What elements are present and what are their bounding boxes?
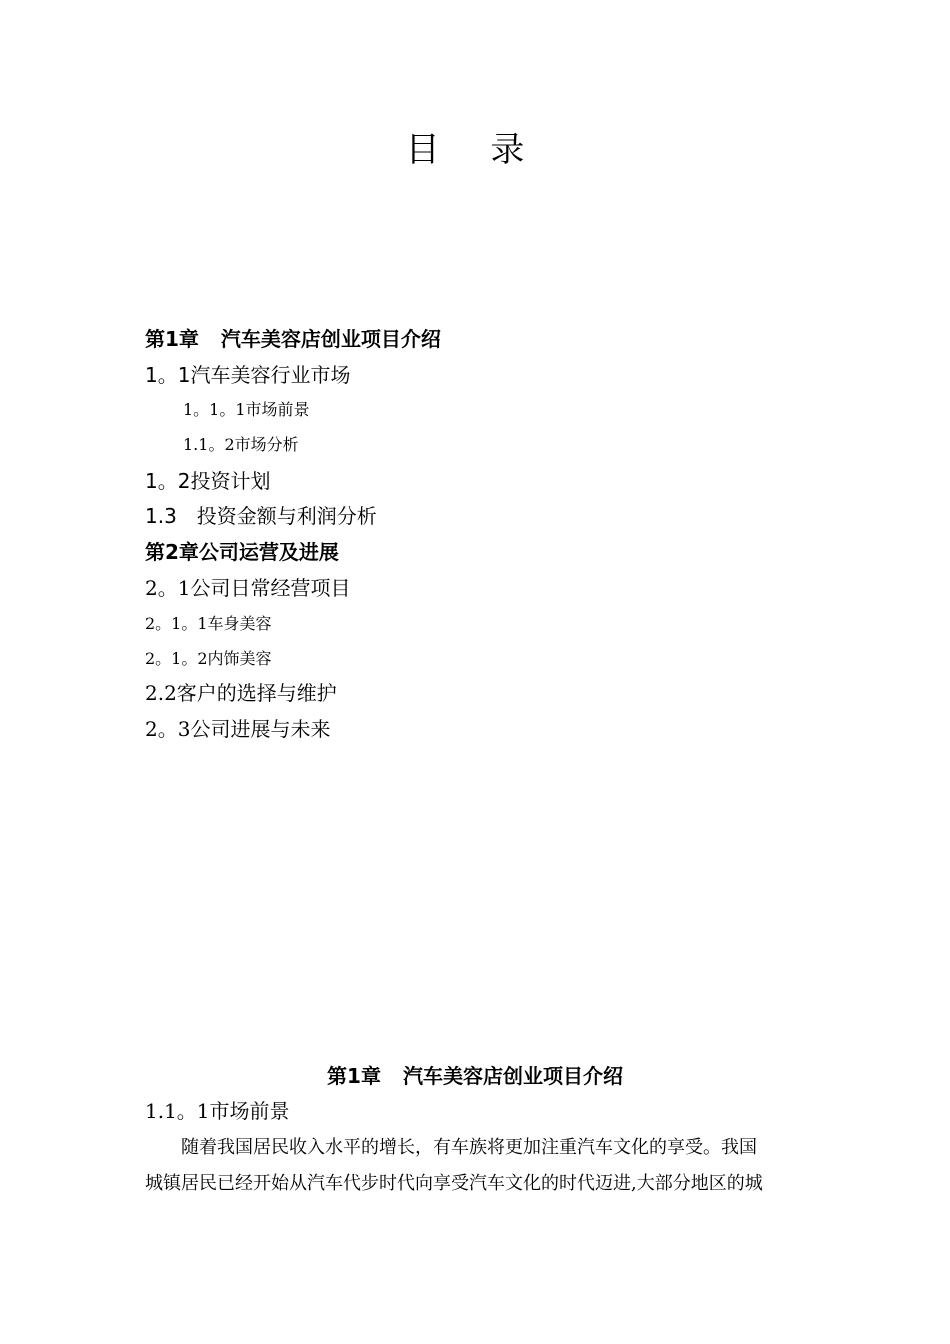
toc-chapter-1-title: 汽车美容店创业项目介绍 xyxy=(220,327,441,351)
body-paragraph-line-2: 城镇居民已经开始从汽车代步时代向享受汽车文化的时代迈进,大部分地区的城 xyxy=(145,1173,763,1194)
toc-chapter-1[interactable] xyxy=(145,326,441,352)
body-chapter-heading xyxy=(0,1063,950,1089)
toc-section-2-2[interactable]: 2.2客户的选择与维护 xyxy=(145,681,337,705)
toc-chapter-1-number: 第1章 xyxy=(145,327,199,351)
body-chapter-number: 第1章 xyxy=(327,1064,381,1088)
toc-subsection-1-1-2[interactable]: 1.1。2市场分析 xyxy=(183,435,299,454)
body-section-heading: 1.1。1市场前景 xyxy=(145,1099,290,1123)
toc-section-1-1[interactable]: 1。1汽车美容行业市场 xyxy=(145,363,351,387)
toc-title: 目 录 xyxy=(405,130,545,170)
toc-subsection-1-1-1[interactable]: 1。1。1市场前景 xyxy=(183,400,310,419)
toc-section-1-2[interactable]: 1。2投资计划 xyxy=(145,469,271,493)
toc-subsection-2-1-1[interactable]: 2。1。1车身美容 xyxy=(145,614,272,633)
toc-section-1-3[interactable]: 1.3 投资金额与利润分析 xyxy=(145,504,377,528)
toc-section-2-1[interactable]: 2。1公司日常经营项目 xyxy=(145,576,351,600)
toc-subsection-2-1-2[interactable]: 2。1。2内饰美容 xyxy=(145,649,272,668)
toc-section-2-3[interactable]: 2。3公司进展与未来 xyxy=(145,717,331,741)
body-chapter-title: 汽车美容店创业项目介绍 xyxy=(402,1064,623,1088)
body-paragraph-line-1: 随着我国居民收入水平的增长，有车族将更加注重汽车文化的享受。我国 xyxy=(181,1137,757,1158)
toc-chapter-2[interactable]: 第2章公司运营及进展 xyxy=(145,540,339,564)
